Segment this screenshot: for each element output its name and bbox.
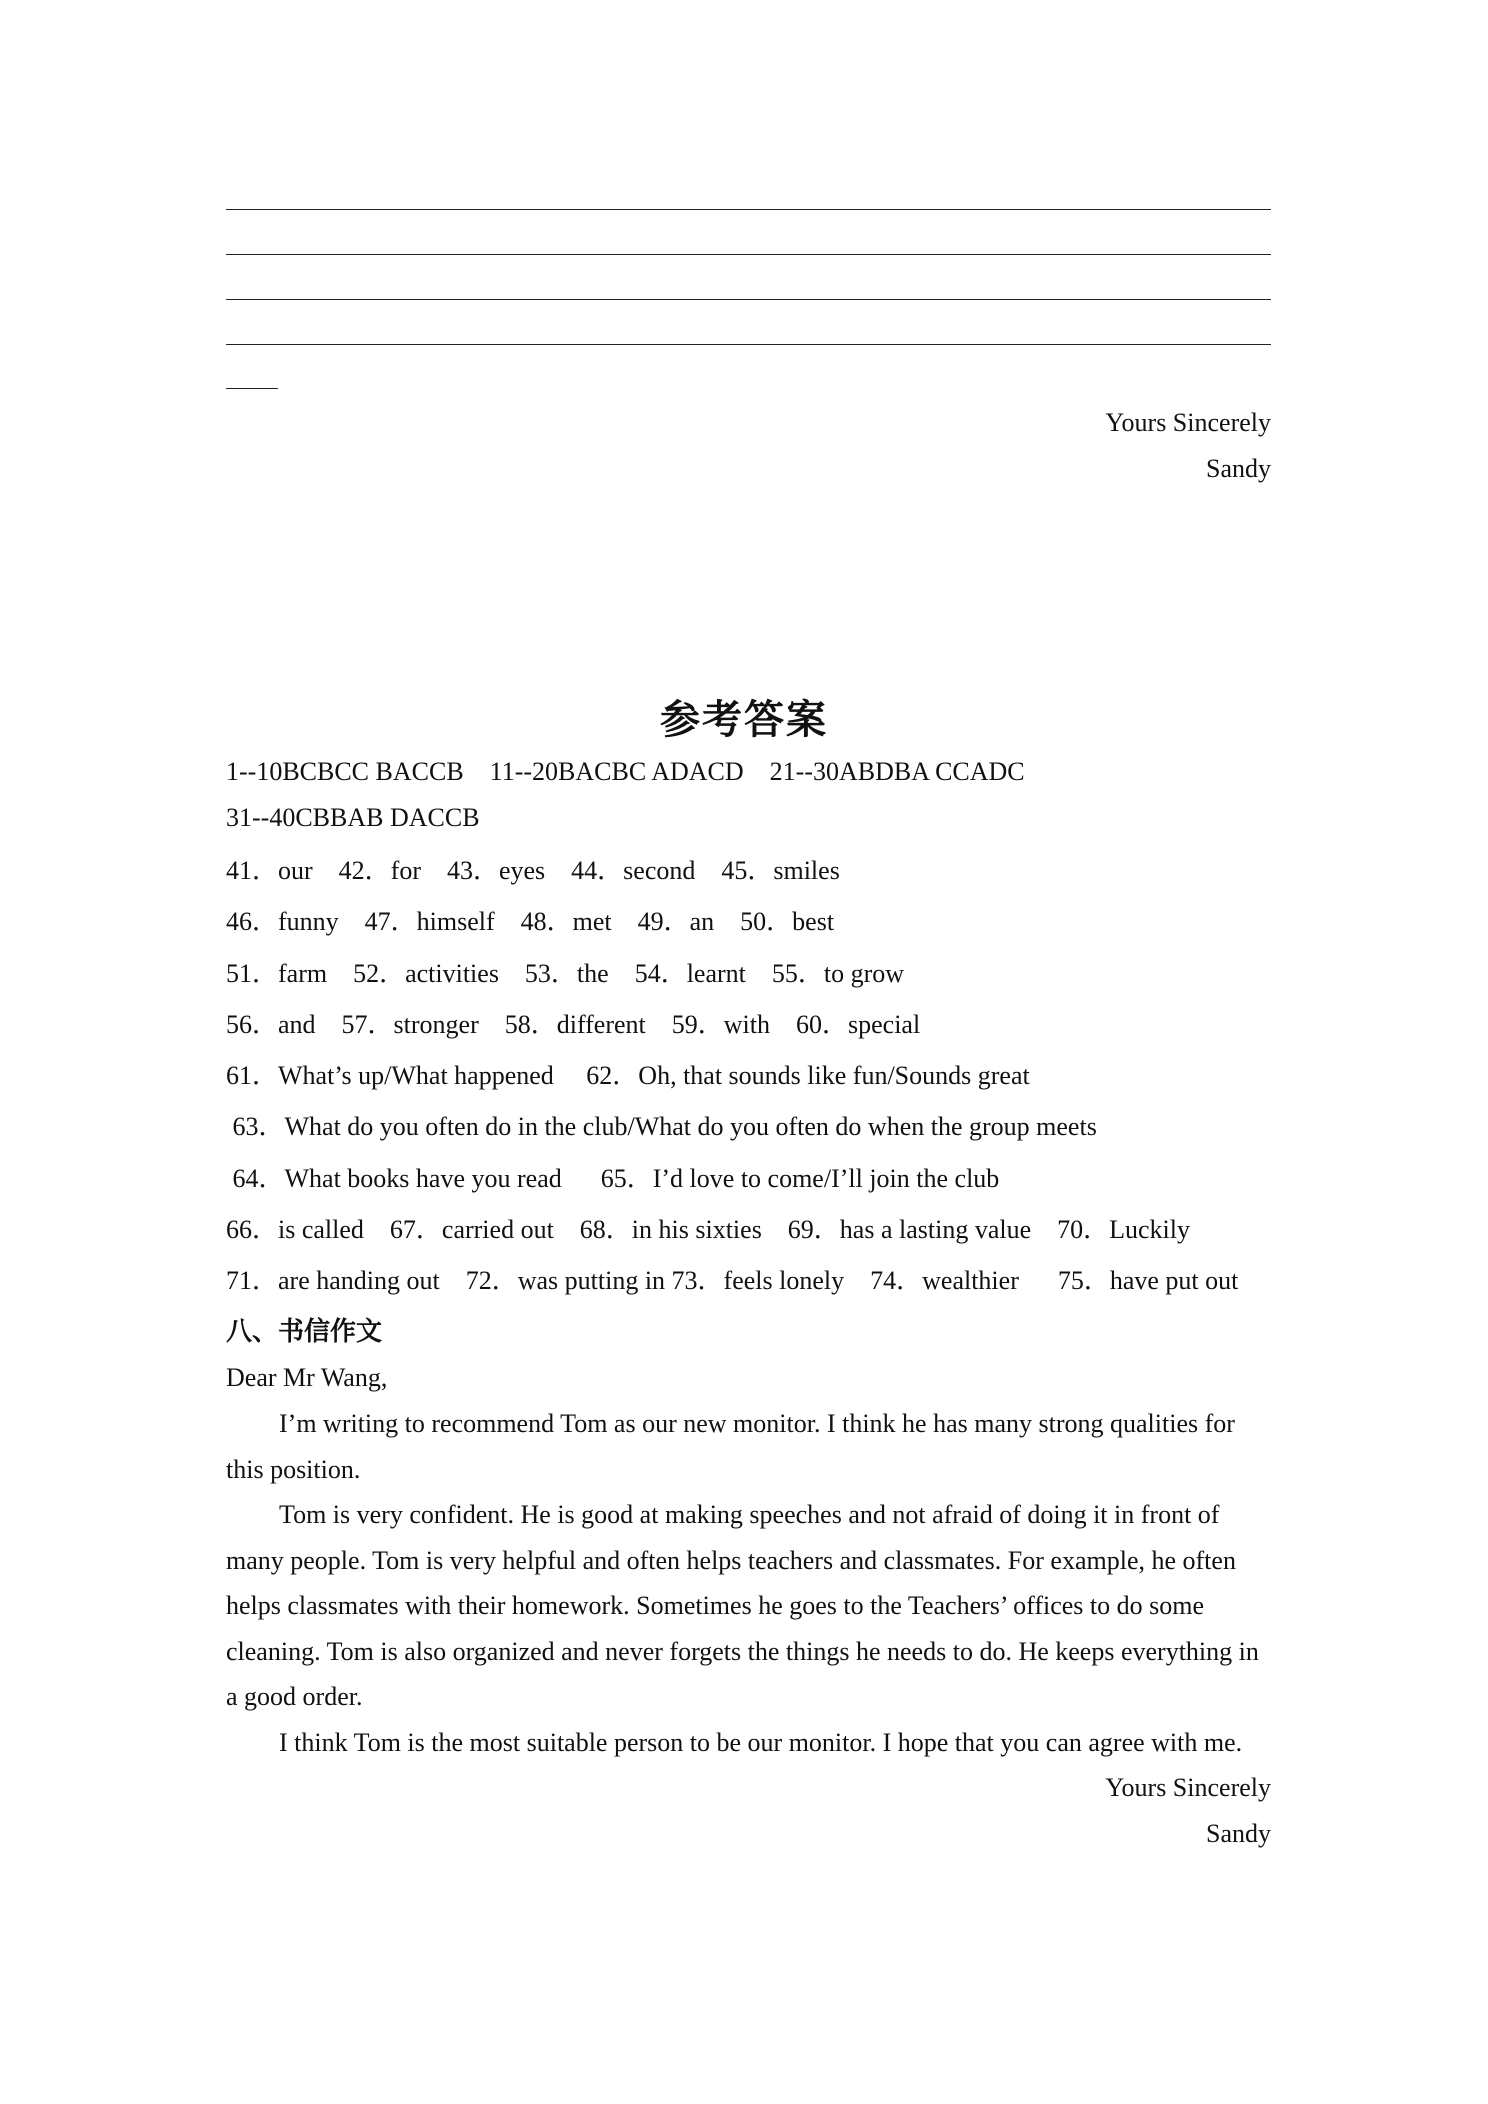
- answer-row: 71．are handing out 72．was putting in 73．feels lonely 74．wealthier 75．have put out: [226, 1266, 1239, 1296]
- essay-section: [226, 1309, 1271, 1857]
- blank-line: [226, 165, 1271, 210]
- blank-line: [226, 255, 1271, 300]
- answer-row: 56．and 57．stronger 58．different 59．with 60．special: [226, 1009, 921, 1039]
- answer-row: 46．funny 47．himself 48．met 49．an 50．best: [226, 907, 835, 937]
- blank-line: [226, 300, 1271, 345]
- essay-heading: 八、书信作文: [226, 1317, 383, 1347]
- essay-signoff: Yours Sincerely: [1105, 1773, 1271, 1802]
- answer-row: 51．farm 52．activities 53．the 54．learnt 55．to grow: [226, 958, 905, 988]
- signature: Sandy: [1206, 454, 1271, 483]
- answer-row: 41．our 42．for 43．eyes 44．second 45．smiles: [226, 856, 840, 885]
- mc-answers-line: 1--10BCBCC BACCB 11--20BACBC ADACD 21--30ABDBA CCADC: [226, 757, 1025, 786]
- essay-paragraph: I’m writing to recommend Tom as our new monitor. I think he has many strong qualities for this position.: [226, 1409, 1235, 1484]
- answer-key: [226, 749, 1271, 1307]
- essay-paragraph: Tom is very confident. He is good at making speeches and not afraid of doing it in front of many people. Tom is very helpful and often helps teachers and classmates. For example, he often helps classmates with their homework. Sometimes he goes to the Teachers’ offices to do some cleaning. Tom is also organized and never forgets the things he needs to do. He keeps everything in a good order.: [226, 1500, 1259, 1711]
- blank-line: [226, 210, 1271, 255]
- answer-row: 61．What’s up/What happened 62．Oh, that sounds like fun/Sounds great: [226, 1061, 1030, 1091]
- signoff: Yours Sincerely: [1105, 408, 1271, 437]
- answer-row: 63．What do you often do in the club/What do you often do when the group meets: [226, 1112, 1097, 1142]
- mc-answers-line: 31--40CBBAB DACCB: [226, 803, 480, 832]
- essay-signature: Sandy: [1206, 1819, 1271, 1848]
- blank-line-short: [226, 345, 278, 389]
- writing-signature-block: [226, 400, 1271, 492]
- essay-greeting: Dear Mr Wang,: [226, 1363, 388, 1392]
- writing-blank-lines: [226, 165, 1271, 389]
- answer-key-title: 参考答案: [660, 697, 828, 743]
- answer-row: 66．is called 67．carried out 68．in his sixties 69．has a lasting value 70．Luckily: [226, 1215, 1191, 1245]
- answer-row: 64．What books have you read 65．I’d love to come/I’ll join the club: [226, 1163, 1000, 1193]
- essay-paragraph: I think Tom is the most suitable person to be our monitor. I hope that you can agree with me.: [279, 1727, 1243, 1757]
